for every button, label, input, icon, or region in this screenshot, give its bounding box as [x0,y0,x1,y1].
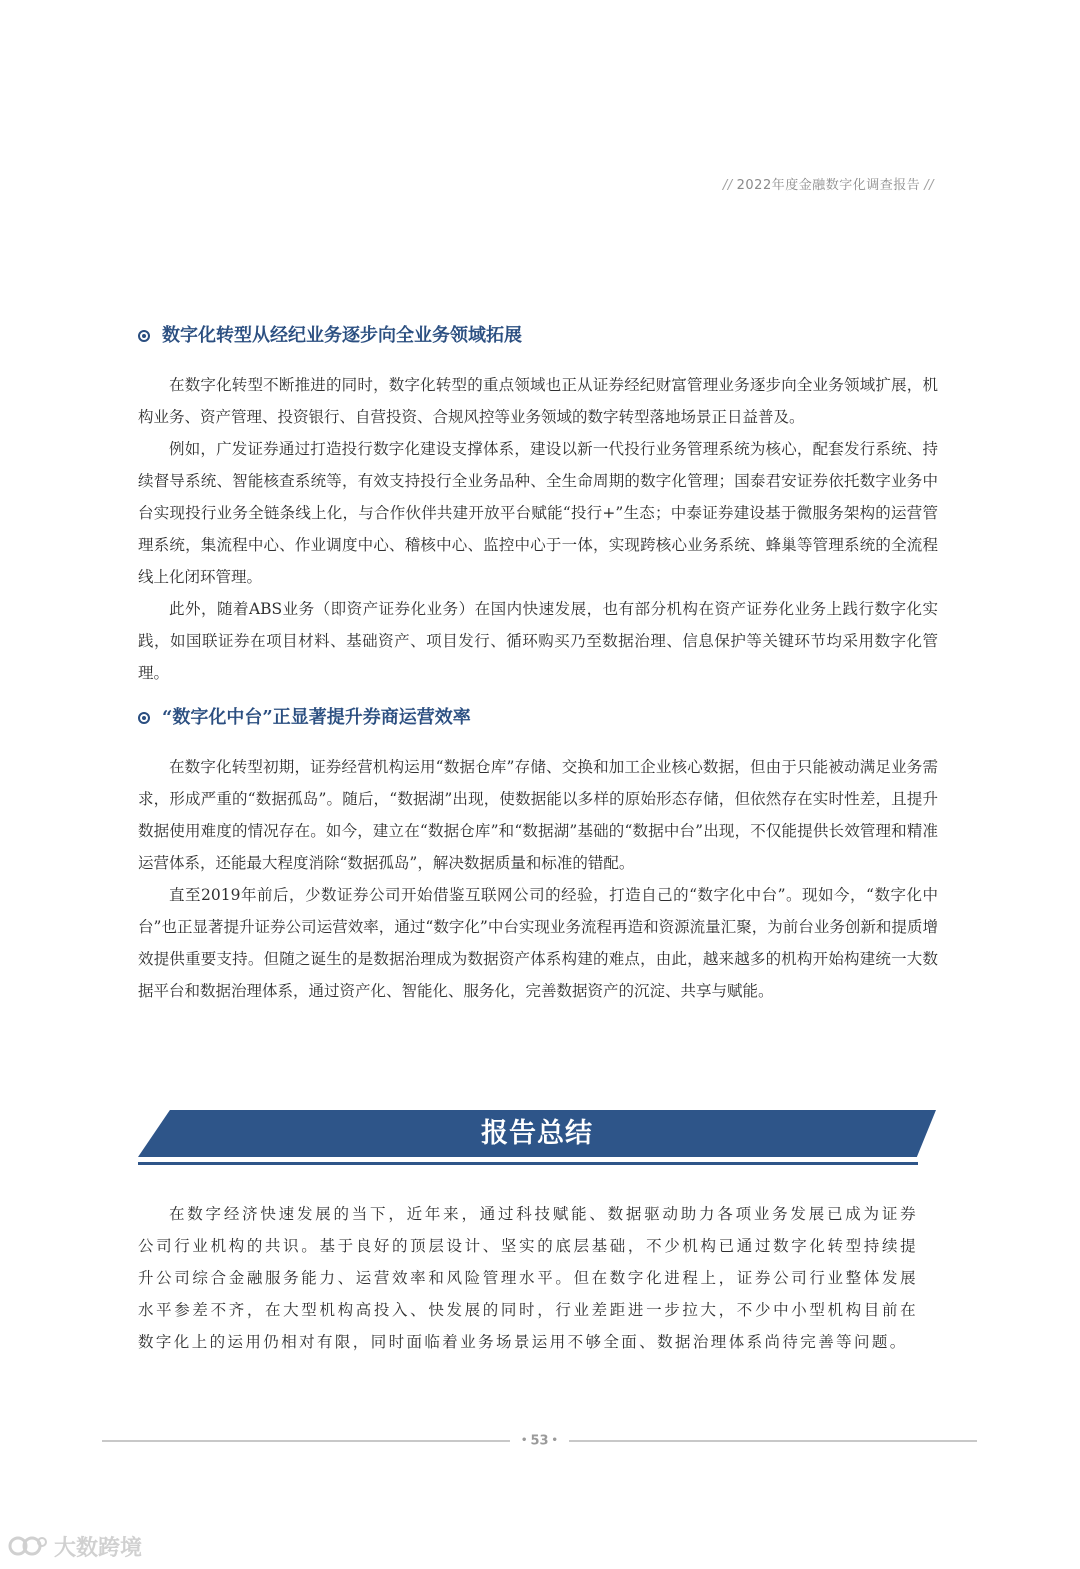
watermark [8,1530,142,1562]
section-1-paragraph-2: 例如，广发证券通过打造投行数字化建设支撑体系，建设以新一代投行业务管理系统为核心，配套发行系统、持续督导系统、智能核查系统等，有效支持投行全业务品种、全生命周期的数字化管理；国泰君安证券依托数字业务中台实现投行业务全链条线上化，与合作伙伴共建开放平台赋能“投行+”生态；中泰证券建设基于微服务架构的运营管理系统，集流程中心、作业调度中心、稽核中心、监控中心于一体，实现跨核心业务系统、蜂巢等管理系统的全流程线上化闭环管理。 [138,440,938,586]
section-1-paragraph-1: 在数字化转型不断推进的同时，数字化转型的重点领域也正从证券经纪财富管理业务逐步向全业务领域扩展，机构业务、资产管理、投资银行、自营投资、合规风控等业务领域的数字转型落地场景正日益普及。 [138,376,938,426]
footer-dot-left: • [521,1435,528,1446]
target-circle-icon [138,712,150,724]
page-number: 53 [530,1433,549,1449]
report-title: 2022年度金融数字化调查报告 [736,178,921,193]
section-2-title: “数字化中台”正显著提升券商运营效率 [162,707,471,728]
summary-paragraph: 在数字经济快速发展的当下，近年来，通过科技赋能、数据驱动助力各项业务发展已成为证券公司行业机构的共识。基于良好的顶层设计、坚实的底层基础，不少机构已通过数字化转型持续提升公司综合金融服务能力、运营效率和风险管理水平。但在数字化进程上，证券公司行业整体发展水平参差不齐，在大型机构高投入、快发展的同时，行业差距进一步拉大，不少中小型机构目前在数字化上的运用仍相对有限，同时面临着业务场景运用不够全面、数据治理体系尚待完善等问题。 [138,1205,918,1351]
summary-banner-underline [138,1162,918,1165]
section-2-heading [138,706,938,730]
section-1-heading [138,324,938,348]
footer-divider-left [102,1440,510,1442]
report-header-tag [719,174,938,193]
section-1-title: 数字化转型从经纪业务逐步向全业务领域拓展 [162,325,522,346]
footer-divider-right [569,1440,977,1442]
header-slash-left: // [722,178,733,193]
summary-banner [138,1110,938,1168]
target-circle-icon [138,330,150,342]
section-1-body [138,369,938,689]
section-2-body [138,751,938,1007]
section-1-paragraph-3: 此外，随着ABS业务（即资产证券化业务）在国内快速发展，也有部分机构在资产证券化业务上践行数字化实践，如国联证券在项目材料、基础资产、项目发行、循环购买乃至数据治理、信息保护等关键环节均采用数字化管理。 [138,600,938,682]
page-footer [102,1431,977,1451]
section-2-paragraph-1: 在数字化转型初期，证券经营机构运用“数据仓库”存储、交换和加工企业核心数据，但由于只能被动满足业务需求，形成严重的“数据孤岛”。随后，“数据湖”出现，使数据能以多样的原始形态存储，但依然存在实时性差，且提升数据使用难度的情况存在。如今，建立在“数据仓库”和“数据湖”基础的“数据中台”出现，不仅能提供长效管理和精准运营体系，还能最大程度消除“数据孤岛”，解决数据质量和标准的错配。 [138,758,938,872]
header-slash-right: // [924,178,934,193]
watermark-text: 大数跨境 [54,1535,143,1561]
footer-dot-right: • [551,1435,558,1446]
summary-body [138,1198,918,1358]
page-number-block [510,1431,569,1451]
section-2-paragraph-2: 直至2019年前后，少数证券公司开始借鉴互联网公司的经验，打造自己的“数字化中台”。现如今，“数字化中台”也正显著提升证券公司运营效率，通过“数字化”中台实现业务流程再造和资源流量汇聚，为前台业务创新和提质增效提供重要支持。但随之诞生的是数据治理成为数据资产体系构建的难点，由此，越来越多的机构开始构建统一大数据平台和数据治理体系，通过资产化、智能化、服务化，完善数据资产的沉淀、共享与赋能。 [138,886,938,1000]
summary-banner-title: 报告总结 [481,1118,593,1149]
brand-logo-icon [8,1533,48,1559]
